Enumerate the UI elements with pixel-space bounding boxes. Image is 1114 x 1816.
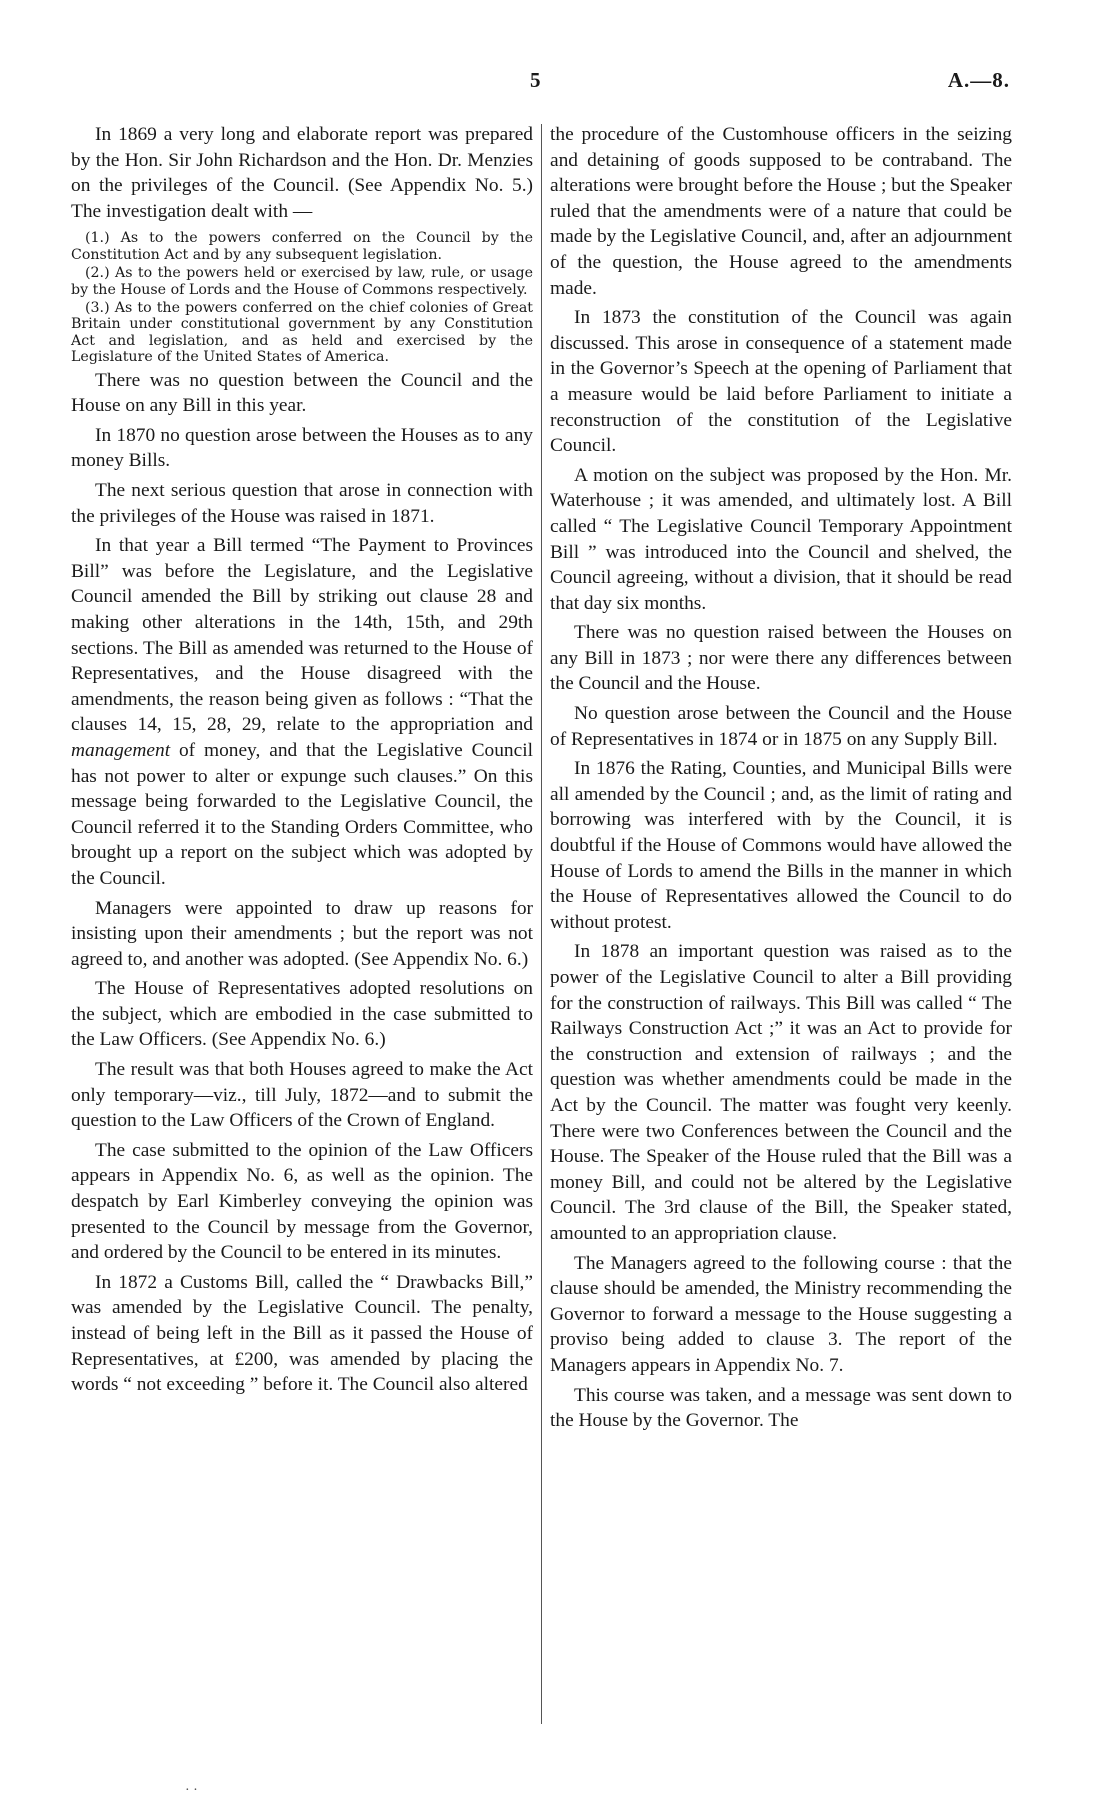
paragraph: There was no question raised between the Houses on any Bill in 1873 ; nor were there any differences between the Council and the House. [550, 622, 1012, 695]
paragraph: In 1872 a Customs Bill, called the “ Drawbacks Bill,” was amended by the Legislative Council. The penalty, instead of being left in the Bill as it passed the House of Representatives, at £200, was amended by placing the words “ not exceeding ” before it. The Council also altered [71, 1271, 533, 1396]
paragraph: In 1876 the Rating, Counties, and Municipal Bills were all amended by the Council ; and, as the limit of rating and borrowing was interfered with by the Council, it is doubtful if the House of Commons would have allowed the House of Lords to amend the Bills in the manner in which the House of Representatives allowed the Council to do without protest. [550, 758, 1012, 933]
paragraph: The next serious question that arose in connection with the privileges of the House was raised in 1871. [71, 480, 533, 527]
list-item: (2.) As to the powers held or exercised by law, rule, or usage by the House of Lords and the House of Commons respectively. [71, 265, 533, 298]
paragraph: There was no question between the Council and the House on any Bill in this year. [71, 369, 533, 417]
column-divider [541, 124, 542, 1724]
page-number: 5 [530, 68, 541, 92]
paragraph: In 1878 an important question was raised as to the power of the Legislative Council to alter a Bill providing for the construction of railways. This Bill was called “ The Railways Construction Act ;” it was an Act to provide for the construction and extension of railways ; and the question was whether amendments could be made in the Act by the Council. The matter was fought very keenly. There were two Conferences between the Council and the House. The Speaker of the House ruled that the Bill was a money Bill, and could not be altered by the Legislative Council. The 3rd clause of the Bill, the Speaker stated, amounted to an appropriation clause. [550, 941, 1012, 1244]
text-run: In that year a Bill termed “The Payment to Provinces Bill” was before the Legislature, and the Legislative Council amended the Bill by striking out clause 28 and making other alterations in the 14th, 15th, and 29th sections. The Bill as amended was returned to the House of Representatives, and the House disagreed with the amendments, the reason being given as follows : “That the clauses 14, 15, 28, 29, relate to the appropriation and [71, 535, 533, 736]
italic-text: management [71, 739, 171, 761]
paragraph: No question arose between the Council and the House of Representatives in 1874 or in 1875 on any Supply Bill. [550, 703, 1012, 750]
paragraph [71, 533, 533, 891]
text-run: of money, and that the Legislative Council has not power to alter or expunge such clauses.” On this message being forwarded to the Legislative Council, the Council referred it to the Standing Orders Committee, who brought up a report on the subject which was adopted by the Council. [71, 739, 533, 889]
paragraph: the procedure of the Customhouse officers in the seizing and detaining of goods supposed to be contraband. The alterations were brought before the House ; but the Speaker ruled that the amendments were of a nature that could be made by the Legislative Council, and, after an adjournment of the question, the House agreed to the amendments made. [550, 124, 1012, 299]
paragraph: The House of Representatives adopted resolutions on the subject, which are embodied in the case submitted to the Law Officers. (See Appendix No. 6.) [71, 978, 533, 1051]
paragraph: In 1873 the constitution of the Council was again discussed. This arose in consequence of a statement made in the Governor’s Speech at the opening of Parliament that a measure would be laid before Parliament to initiate a reconstruction of the constitution of the Legislative Council. [550, 307, 1012, 457]
left-column [71, 122, 533, 1402]
paragraph: The Managers agreed to the following course : that the clause should be amended, the Ministry recommending the Governor to forward a message to the House suggesting a proviso being added to clause 3. The report of the Managers appears in Appendix No. 7. [550, 1252, 1012, 1376]
list-item: (1.) As to the powers conferred on the Council by the Constitution Act and by any subsequent legislation. [71, 230, 533, 263]
document-reference: A.—8. [947, 68, 1010, 92]
paragraph: In 1870 no question arose between the Houses as to any money Bills. [71, 424, 533, 472]
paragraph: This course was taken, and a message was sent down to the House by the Governor. The [550, 1384, 1012, 1432]
paragraph: In 1869 a very long and elaborate report was prepared by the Hon. Sir John Richardson and the Hon. Dr. Menzies on the privileges of the Council. (See Appendix No. 5.) The investigation dealt with — [71, 124, 533, 222]
scan-speck: · · [185, 1783, 198, 1798]
list-item: (3.) As to the powers conferred on the chief colonies of Great Britain under constitutional government by any Constitution Act and legislation, and as held and exercised by the Legislature of the United States of America. [71, 300, 533, 366]
right-column [550, 122, 1012, 1438]
page-header [0, 68, 1114, 98]
paragraph: The case submitted to the opinion of the Law Officers appears in Appendix No. 6, as well as the opinion. The despatch by Earl Kimberley conveying the opinion was presented to the Council by message from the Governor, and ordered by the Council to be entered in its minutes. [71, 1139, 533, 1264]
paragraph: The result was that both Houses agreed to make the Act only temporary—viz., till July, 1872—and to submit the question to the Law Officers of the Crown of England. [71, 1059, 533, 1132]
paragraph: Managers were appointed to draw up reasons for insisting upon their amendments ; but the report was not agreed to, and another was adopted. (See Appendix No. 6.) [71, 897, 533, 970]
paragraph: A motion on the subject was proposed by the Hon. Mr. Waterhouse ; it was amended, and ultimately lost. A Bill called “ The Legislative Council Temporary Appointment Bill ” was introduced into the Council and shelved, the Council agreeing, without a division, that it should be read that day six months. [550, 464, 1012, 614]
